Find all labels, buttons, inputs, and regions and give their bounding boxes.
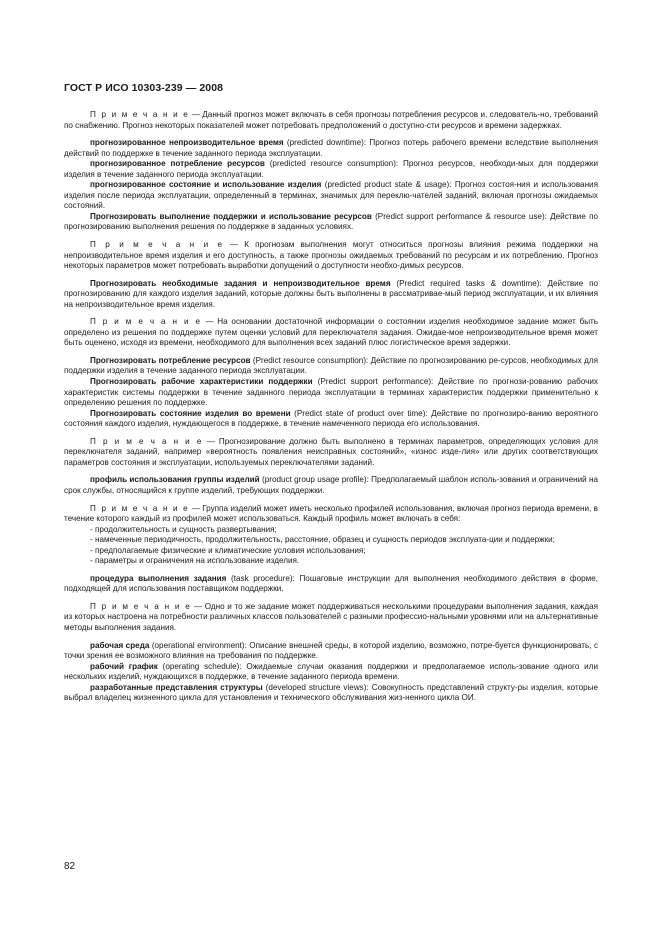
- definition-paragraph: [64, 180, 598, 212]
- definition-text: (operating schedule): Ожидаемые случаи оказания поддержки и предполагаемое исполь-зование одного или нескольких изделий, нуждающихся в поддержке, в течение заданного периода времени.: [64, 661, 598, 682]
- document-body: [64, 110, 598, 704]
- note-text: — На основании достаточной информации о состоянии изделия необходимое задание может быть определено из решения по поддержке путем оценки условий для переключателя задания. Ожидае-мое непроизводительное время может быть оценено, исходя из времени, необходимого для выполнения всех заданий плюс логистическое время задержки.: [64, 317, 598, 348]
- definition-paragraph: [64, 356, 598, 377]
- definition-text: (Predict support performance): Действие по прогнози-рованию рабочих характеристик системы поддержки в течение заданного периода эксплуатации в терминах характеристик поддержки применительно к определению решения по поддержке.: [64, 377, 598, 408]
- definition-text: (predicted product state & usage): Прогноз состоя-ния и использования изделия после периода эксплуатации, определенный в терминах, значимых для переклю-чателей заданий, включая прогнозы ожидаемых состояний.: [64, 180, 598, 211]
- list-item: - намеченные периодичность, продолжительность, расстояние, образец и сущность периодов эксплуата-ции и поддержки;: [90, 535, 555, 545]
- definition-text: (Predict state of product over time): Действие по прогнозиро-ванию вероятного состояния каждого изделия, нуждающегося в поддержке, в течение намеченного периода его использования.: [64, 408, 598, 429]
- note-text: — Прогнозирование должно быть выполнено в терминах параметров, определяющих условия для переключателя заданий, например «вероятность появления неисправных состояний», «износ изде-лия» или других соответствующих параметров состояния и эксплуатации, используемых переключателями заданий.: [64, 436, 598, 467]
- term: прогнозированное непроизводительное время: [90, 138, 284, 148]
- note-label: П р и м е ч а н и е: [90, 436, 203, 446]
- note-label: П р и м е ч а н и е: [90, 240, 224, 250]
- definition-text: (Predict resource consumption): Действие по прогнозированию ре-сурсов, необходимых для поддержки изделия в течение заданного периода эксплуатации.: [64, 355, 598, 376]
- note-paragraph: [64, 437, 598, 469]
- term: Прогнозировать рабочие характеристики поддержки: [90, 377, 313, 387]
- term: разработанные представления структуры: [90, 682, 263, 692]
- note-text: — Группа изделий может иметь несколько профилей использования, включая прогноз периода времени, в течение которого каждый из профилей может использоваться. Каждый профиль может включать в себя:: [64, 503, 598, 524]
- definition-paragraph: [64, 409, 598, 430]
- definition-paragraph: [64, 212, 598, 233]
- definition-text: (task procedure): Пошаговые инструкции для выполнения необходимого действия в форме, подходящей для использования поставщиком поддержки.: [64, 573, 598, 594]
- list-item: - параметры и ограничения на использование изделия.: [90, 556, 300, 566]
- note-label: П р и м е ч а н и е: [90, 110, 190, 119]
- definition-paragraph: [64, 279, 598, 311]
- term: Прогнозировать выполнение поддержки и использование ресурсов: [90, 211, 372, 221]
- definition-text: (operational environment): Описание внешней среды, в которой изделию, возможно, потре-буется функционировать, с точки зрения ее возможного влияния на требования по поддержке.: [64, 640, 599, 661]
- definition-paragraph: [64, 574, 598, 595]
- definition-paragraph: [64, 138, 598, 159]
- definition-text: (predicted downtime): Прогноз потерь рабочего времени вследствие выполнения действий по поддержке в течение заданного периода эксплуатации.: [64, 138, 599, 158]
- definition-text: (Predict required tasks & downtime): Действие по прогнозированию для каждого изделия заданий, которые должны быть выполнены в рассматривае-мый период эксплуатации, и их влияния на непроизводительное время изделия.: [64, 278, 598, 309]
- note-paragraph: [64, 110, 598, 131]
- term: рабочий график: [90, 661, 158, 671]
- definition-paragraph: [64, 641, 598, 662]
- page-number: 82: [64, 861, 76, 872]
- standard-header: ГОСТ Р ИСО 10303-239 — 2008: [64, 82, 224, 94]
- term: Прогнозировать состояние изделия во времени: [90, 408, 291, 418]
- term: рабочая среда: [90, 640, 150, 650]
- note-text: — Данный прогноз может включать в себя прогнозы потребления ресурсов и, следователь-но, требований по снабжению. Прогноз некоторых показателей может потребовать предположений о доступно-сти ресурсов и времени задержках.: [64, 110, 598, 130]
- list-item: - продолжительность и сущность развертывания;: [90, 524, 277, 534]
- note-text: — Одно и то же задание может поддерживаться несколькими процедурами выполнения задания, каждая из которых настроена на потребности различных классов пользователей с разными профессио-нальными уровнями или на альтернативные методы выполнения задания.: [64, 601, 598, 632]
- term: Прогнозировать потребление ресурсов: [90, 355, 251, 365]
- definition-paragraph: [64, 377, 598, 409]
- note-paragraph: [64, 317, 598, 349]
- list-item: - предполагаемые физические и климатические условия использования;: [90, 545, 366, 555]
- term: Прогнозировать необходимые задания и непроизводительное время: [90, 278, 391, 288]
- term: процедура выполнения задания: [90, 573, 227, 583]
- note-paragraph: [64, 602, 598, 634]
- definition-paragraph: [64, 159, 598, 180]
- definition-text: (developed structure views): Совокупность представлений структу-ры изделия, которые выбрал владелец жизненного цикла для установления и технического обслуживания жиз-ненного цикла ОИ.: [64, 682, 598, 703]
- term: прогнозированное состояние и использование изделия: [90, 180, 322, 190]
- definition-text: (predicted resource consumption): Прогноз ресурсов, необходи-мых для поддержки изделия в течение заданного периода эксплуатации.: [64, 159, 598, 179]
- note-label: П р и м е ч а н и е: [90, 503, 190, 513]
- note-paragraph: [64, 240, 598, 272]
- definition-paragraph: [64, 662, 598, 683]
- term: профиль использования группы изделий: [90, 475, 260, 485]
- note-paragraph: [64, 504, 598, 525]
- definition-text: (Predict support performance & resource use): Действие по прогнозированию выполнения решения по поддержке в заданных условиях.: [64, 211, 598, 232]
- term: прогнозированное потребление ресурсов: [90, 159, 265, 169]
- definition-text: (product group usage profile): Предполагаемый шаблон исполь-зования и ограничений на срок службы, относящийся к группе изделий, требующих поддержки.: [64, 475, 598, 495]
- note-label: П р и м е ч а н и е: [90, 601, 192, 611]
- note-text: — К прогнозам выполнения могут относиться прогнозы влияния режима поддержки на непроизводительное время изделия и его доступность, а также прогнозы ожидаемых требований по ресурсам и их потреблению. Прогноз некоторых параметров может потребовать выработки допущений о доступности необхо-димых ресурсов.: [64, 240, 598, 271]
- definition-paragraph: [64, 475, 598, 496]
- note-label: П р и м е ч а н и е: [90, 317, 202, 327]
- definition-paragraph: [64, 683, 598, 704]
